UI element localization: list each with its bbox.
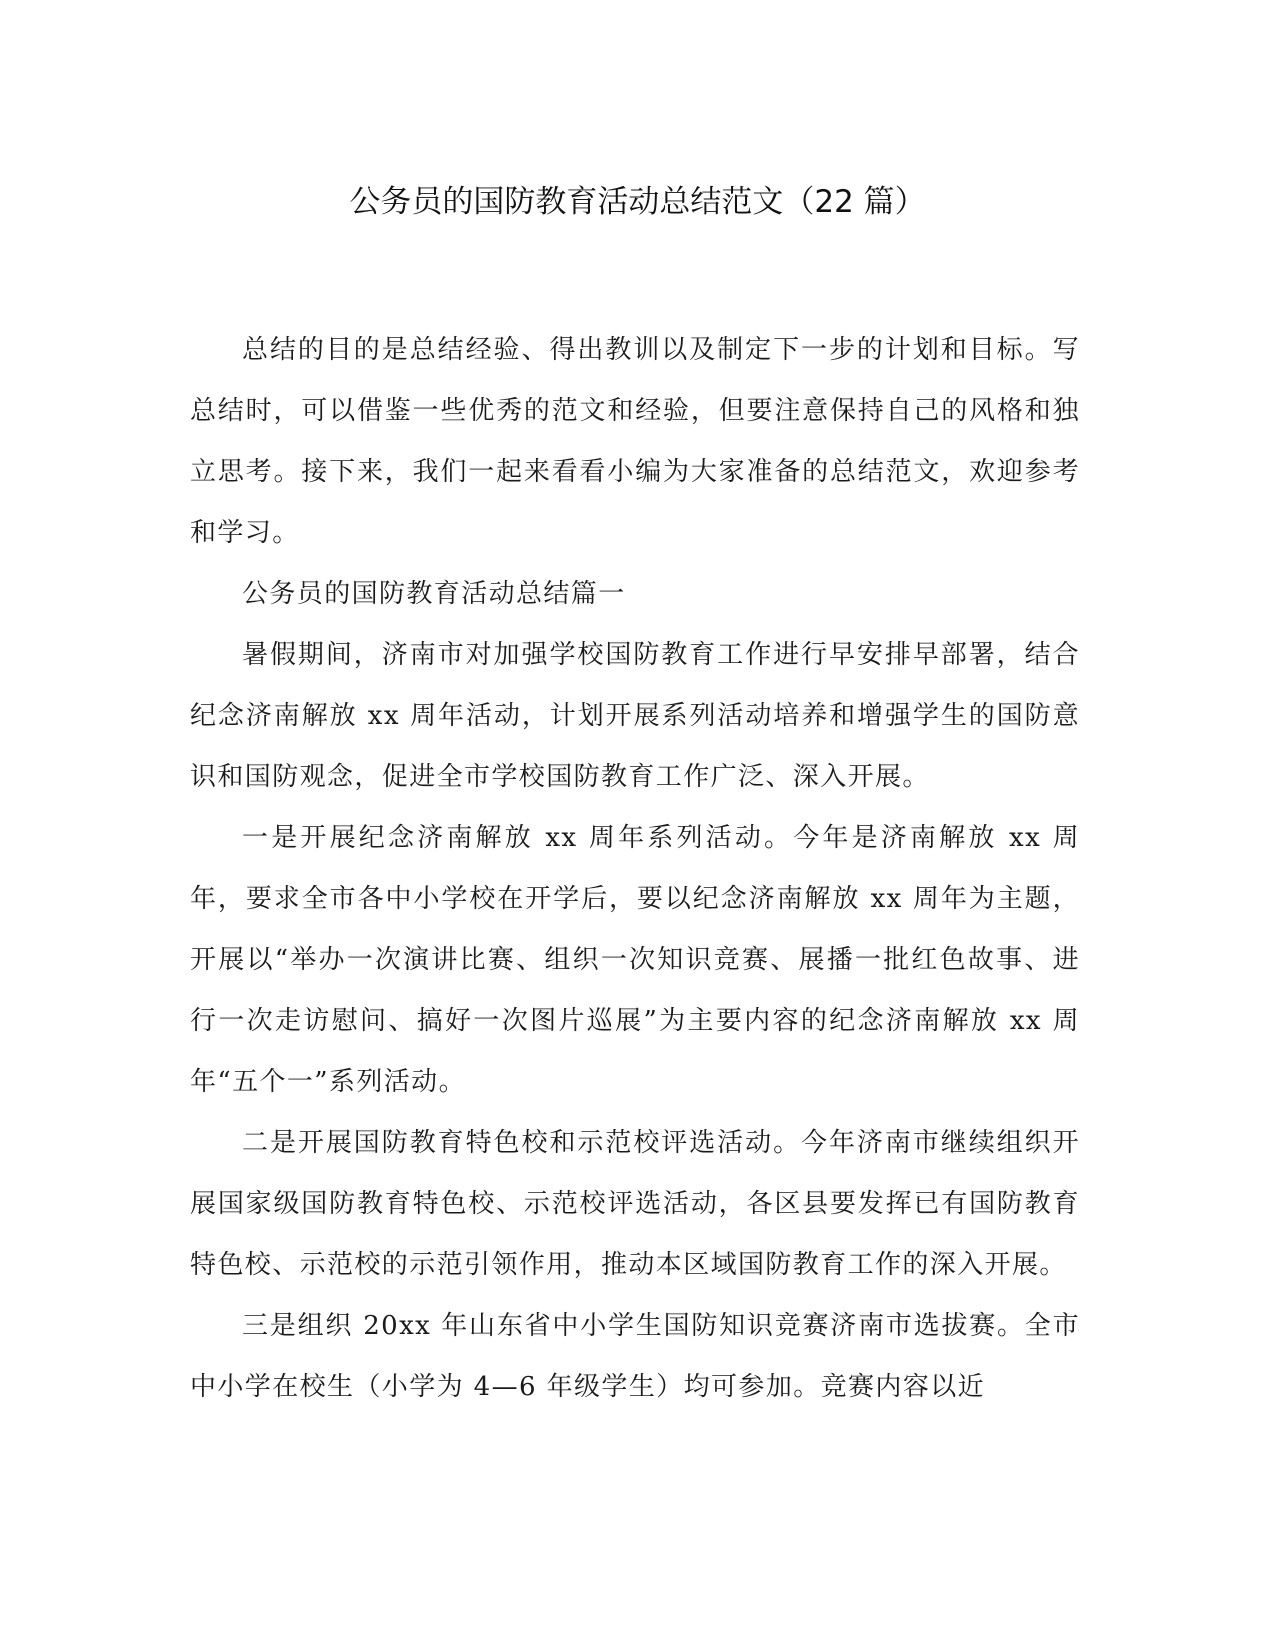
- body-paragraph: 三是组织 20xx 年山东省中小学生国防知识竞赛济南市选拔赛。全市中小学在校生（小学为 4—6 年级学生）均可参加。竞赛内容以近: [190, 1311, 1080, 1402]
- section-heading: 公务员的国防教育活动总结篇一: [242, 579, 626, 609]
- document-body: [190, 320, 1080, 1418]
- body-paragraph: 二是开展国防教育特色校和示范校评选活动。今年济南市继续组织开展国家级国防教育特色校、示范校评选活动，各区县要发挥已有国防教育特色校、示范校的示范引领作用，推动本区域国防教育工作的深入开展。: [190, 1128, 1080, 1280]
- document-title: 公务员的国防教育活动总结范文（22 篇）: [349, 184, 926, 220]
- body-paragraph: 暑假期间，济南市对加强学校国防教育工作进行早安排早部署，结合纪念济南解放 xx 周年活动，计划开展系列活动培养和增强学生的国防意识和国防观念，促进全市学校国防教育工作广泛、深入开展。: [190, 640, 1080, 792]
- body-paragraph: 一是开展纪念济南解放 xx 周年系列活动。今年是济南解放 xx 周年，要求全市各中小学校在开学后，要以纪念济南解放 xx 周年为主题，开展以“举办一次演讲比赛、组织一次知识竞赛、展播一批红色故事、进行一次走访慰问、搞好一次图片巡展”为主要内容的纪念济南解放 xx 周年“五个一”系列活动。: [190, 823, 1080, 1097]
- intro-paragraph: 总结的目的是总结经验、得出教训以及制定下一步的计划和目标。写总结时，可以借鉴一些优秀的范文和经验，但要注意保持自己的风格和独立思考。接下来，我们一起来看看小编为大家准备的总结范文，欢迎参考和学习。: [190, 335, 1080, 548]
